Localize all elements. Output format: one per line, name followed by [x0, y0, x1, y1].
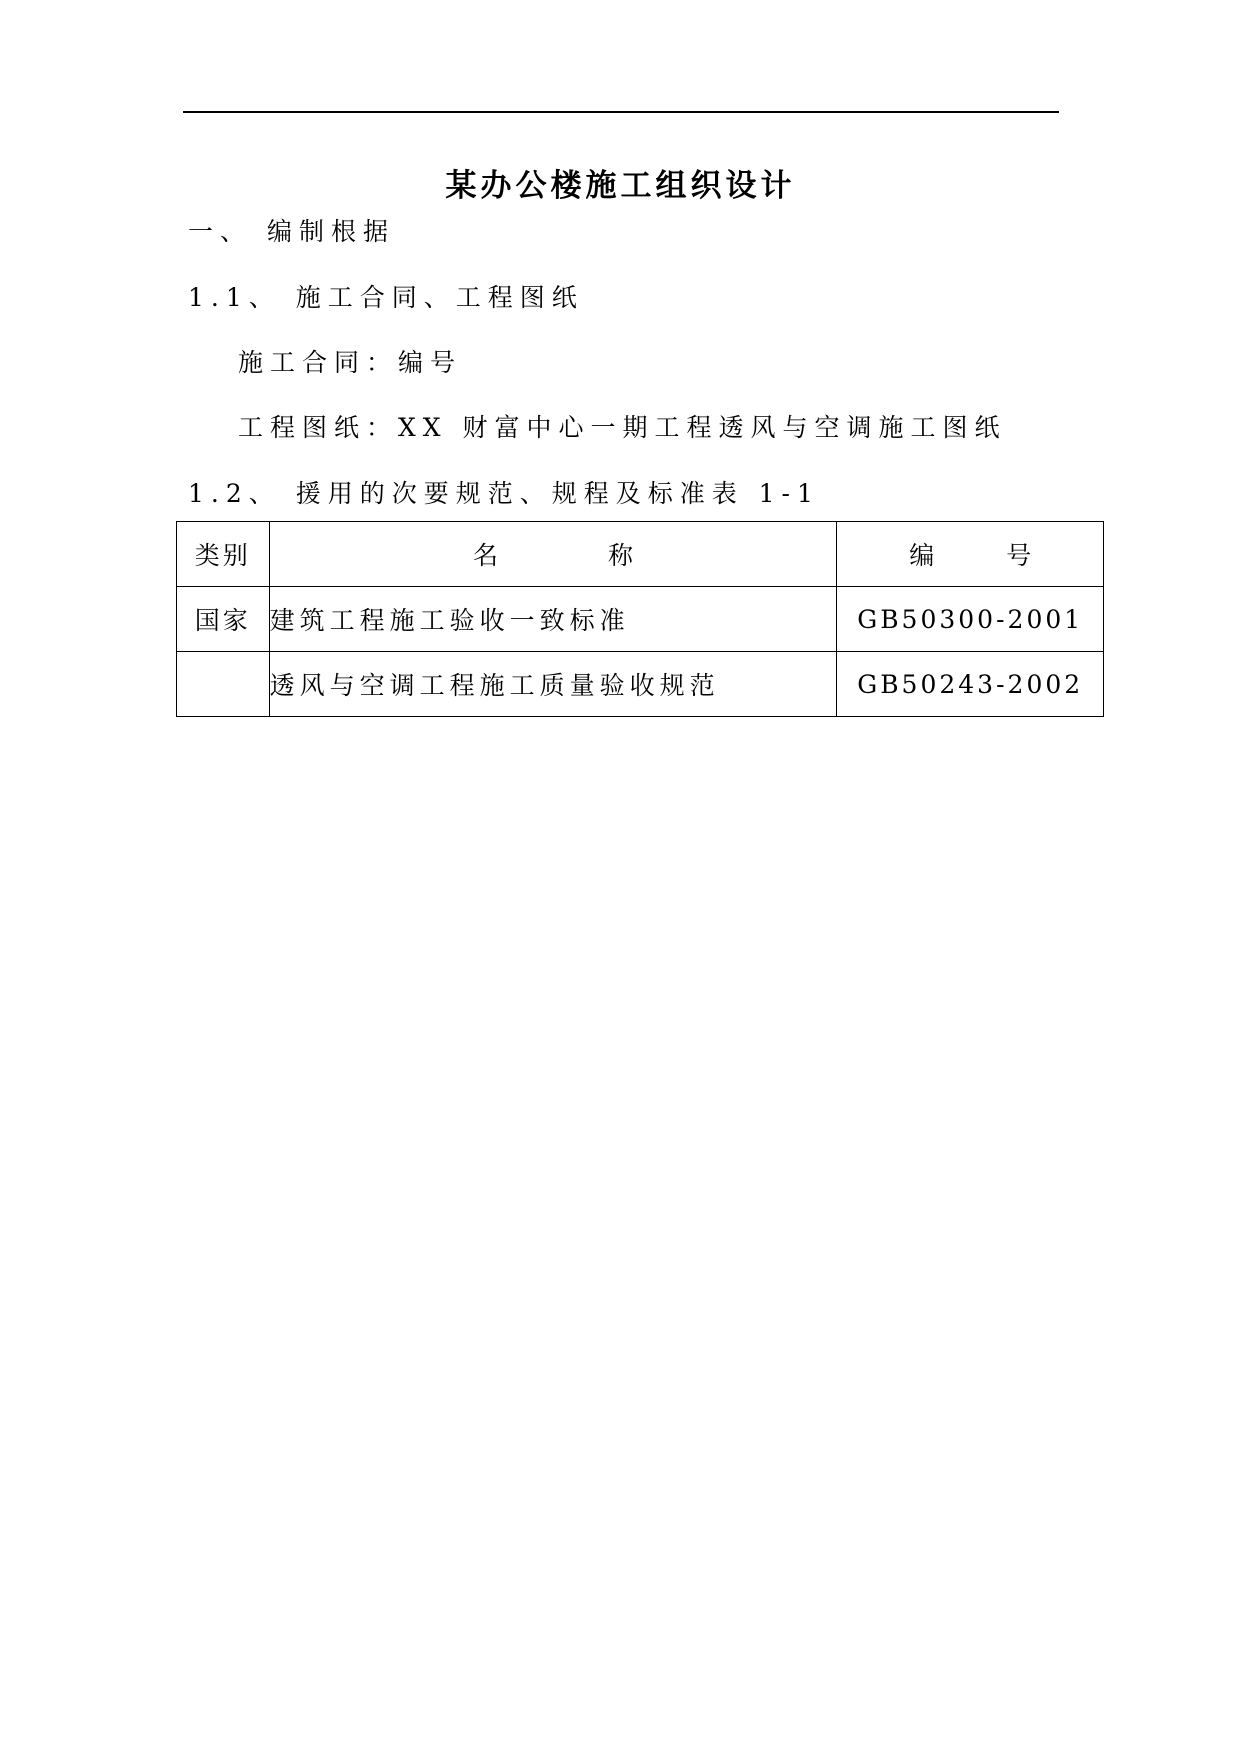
- standards-table: [176, 521, 1104, 717]
- section-heading-standards: 1.2、 援用的次要规范、规程及标准表 1-1: [188, 479, 820, 508]
- row-code: GB50243-2002: [837, 652, 1104, 717]
- row-code: GB50300-2001: [837, 587, 1104, 652]
- header-name-part2: 称: [608, 541, 634, 570]
- drawings-line: 工程图纸：XX 财富中心一期工程透风与空调施工图纸: [238, 413, 1007, 442]
- table-header-row: [177, 522, 1104, 587]
- row-category: 国家: [177, 587, 270, 652]
- section-heading-contract-drawings: 1.1、 施工合同、工程图纸: [188, 283, 584, 312]
- header-name: [269, 522, 837, 587]
- row-name: 建筑工程施工验收一致标准: [269, 587, 837, 652]
- row-category: [177, 652, 270, 717]
- document-title: 某办公楼施工组织设计: [445, 168, 796, 204]
- table-row: [177, 587, 1104, 652]
- row-name: 透风与空调工程施工质量验收规范: [269, 652, 837, 717]
- table-row: [177, 652, 1104, 717]
- header-code: [837, 522, 1104, 587]
- header-name-part1: 名: [473, 541, 499, 570]
- header-code-part1: 编: [909, 541, 935, 570]
- section-heading-basis: 一、 编制根据: [188, 217, 395, 246]
- header-rule: [183, 111, 1059, 113]
- header-code-part2: 号: [1006, 541, 1032, 570]
- header-category: 类别: [177, 522, 270, 587]
- contract-line: 施工合同：编号: [238, 348, 463, 377]
